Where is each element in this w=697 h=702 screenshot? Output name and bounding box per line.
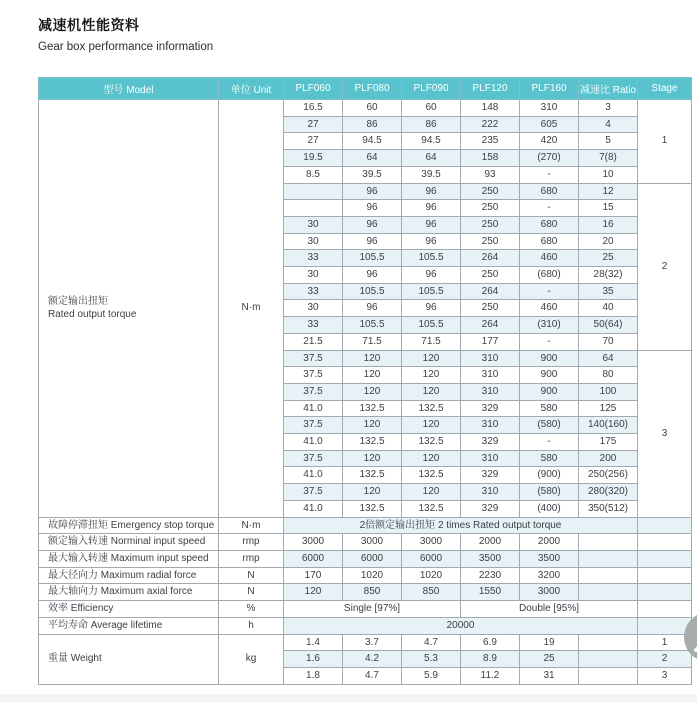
value-cell: 30 (284, 300, 343, 317)
page-title: 减速机性能资料 (38, 17, 140, 33)
ratio-cell: 280(320) (579, 484, 638, 501)
value-cell: 250 (461, 200, 520, 217)
value-cell: 94.5 (402, 133, 461, 150)
ratio-cell: 125 (579, 400, 638, 417)
ratio-cell (579, 550, 638, 567)
header-stage: Stage (638, 78, 692, 100)
ratio-cell: 16 (579, 216, 638, 233)
value-cell: 850 (343, 584, 402, 601)
ratio-cell: 25 (579, 250, 638, 267)
value-cell: 310 (461, 484, 520, 501)
value-cell: 21.5 (284, 333, 343, 350)
header-unit: 单位 Unit (219, 78, 284, 100)
spec-span-cell: 2倍额定输出扭矩 2 times Rated output torque (284, 517, 638, 534)
value-cell: 41.0 (284, 467, 343, 484)
value-cell: (680) (520, 267, 579, 284)
value-cell: 1020 (343, 567, 402, 584)
table-header-row (39, 78, 692, 100)
value-cell: 3000 (402, 534, 461, 551)
value-cell: 4.7 (343, 667, 402, 684)
stage-cell: 3 (638, 350, 692, 517)
value-cell: 41.0 (284, 434, 343, 451)
value-cell: 3000 (520, 584, 579, 601)
value-cell: 5.9 (402, 667, 461, 684)
ratio-cell: 175 (579, 434, 638, 451)
table-row (39, 634, 692, 651)
value-cell: (900) (520, 467, 579, 484)
ratio-cell: 50(64) (579, 317, 638, 334)
value-cell: 4.2 (343, 651, 402, 668)
value-cell: 3000 (343, 534, 402, 551)
value-cell: 96 (343, 300, 402, 317)
header-ratio: 减速比 Ratio (579, 78, 638, 100)
value-cell: 27 (284, 116, 343, 133)
ratio-cell: 70 (579, 333, 638, 350)
ratio-cell: 28(32) (579, 267, 638, 284)
value-cell: 37.5 (284, 367, 343, 384)
stage-cell (638, 567, 692, 584)
spec-label-cell: 平均寿命 Average lifetime (39, 617, 219, 634)
value-cell: 37.5 (284, 450, 343, 467)
value-cell: 11.2 (461, 667, 520, 684)
value-cell: 3500 (520, 550, 579, 567)
value-cell: 94.5 (343, 133, 402, 150)
value-cell: - (520, 166, 579, 183)
value-cell: 329 (461, 467, 520, 484)
value-cell: 105.5 (402, 317, 461, 334)
value-cell: 30 (284, 233, 343, 250)
value-cell: 96 (402, 200, 461, 217)
value-cell: 158 (461, 150, 520, 167)
value-cell: 120 (402, 367, 461, 384)
value-cell: (580) (520, 417, 579, 434)
value-cell: 1550 (461, 584, 520, 601)
value-cell: 222 (461, 116, 520, 133)
value-cell: 2230 (461, 567, 520, 584)
stage-cell: 2 (638, 651, 692, 668)
value-cell: 132.5 (402, 434, 461, 451)
value-cell: 310 (461, 383, 520, 400)
ratio-cell: 100 (579, 383, 638, 400)
value-cell: 8.9 (461, 651, 520, 668)
value-cell: 680 (520, 183, 579, 200)
value-cell: 31 (520, 667, 579, 684)
value-cell: 4.7 (402, 634, 461, 651)
ratio-cell (579, 567, 638, 584)
value-cell: 6000 (402, 550, 461, 567)
value-cell: 120 (343, 383, 402, 400)
header-model: 型号 Model (39, 78, 219, 100)
scroll-top-button[interactable] (684, 612, 697, 662)
value-cell: 96 (343, 267, 402, 284)
value-cell: 148 (461, 100, 520, 117)
unit-cell: N (219, 584, 284, 601)
arrow-up-icon (684, 612, 697, 662)
value-cell: 19.5 (284, 150, 343, 167)
value-cell: (310) (520, 317, 579, 334)
value-cell: 120 (343, 484, 402, 501)
value-cell: 6000 (284, 550, 343, 567)
spec-label-cell: 最大轴向力 Maximum axial force (39, 584, 219, 601)
stage-cell: 2 (638, 183, 692, 350)
spec-label-cell: 效率 Efficiency (39, 601, 219, 618)
value-cell: 3500 (461, 550, 520, 567)
value-cell: - (520, 333, 579, 350)
header-plf090: PLF090 (402, 78, 461, 100)
value-cell: 170 (284, 567, 343, 584)
value-cell: 120 (343, 350, 402, 367)
value-cell: 177 (461, 333, 520, 350)
header-plf120: PLF120 (461, 78, 520, 100)
value-cell: 605 (520, 116, 579, 133)
ratio-cell (579, 634, 638, 651)
value-cell: 850 (402, 584, 461, 601)
value-cell: 19 (520, 634, 579, 651)
value-cell: 250 (461, 216, 520, 233)
ratio-cell: 3 (579, 100, 638, 117)
efficiency-single-cell: Single [97%] (284, 601, 461, 618)
value-cell: - (520, 283, 579, 300)
value-cell: 96 (343, 233, 402, 250)
ratio-cell: 15 (579, 200, 638, 217)
value-cell: 310 (520, 100, 579, 117)
stage-cell (638, 517, 692, 534)
value-cell: 16.5 (284, 100, 343, 117)
spec-label-cell: 故障停滞扭矩 Emergency stop torque (39, 517, 219, 534)
value-cell: 96 (402, 300, 461, 317)
ratio-cell: 140(160) (579, 417, 638, 434)
value-cell: 1020 (402, 567, 461, 584)
value-cell: 120 (343, 450, 402, 467)
unit-cell: h (219, 617, 284, 634)
value-cell: 1.6 (284, 651, 343, 668)
ratio-cell: 35 (579, 283, 638, 300)
ratio-cell: 12 (579, 183, 638, 200)
ratio-cell (579, 651, 638, 668)
value-cell: 5.3 (402, 651, 461, 668)
value-cell: 30 (284, 267, 343, 284)
value-cell: 64 (343, 150, 402, 167)
value-cell: 71.5 (402, 333, 461, 350)
ratio-cell: 40 (579, 300, 638, 317)
value-cell: (270) (520, 150, 579, 167)
stage-cell (638, 584, 692, 601)
value-cell: 37.5 (284, 484, 343, 501)
table-row (39, 567, 692, 584)
spec-label-cell: 最大径向力 Maximum radial force (39, 567, 219, 584)
weight-label-cell: 重量 Weight (39, 634, 219, 684)
value-cell: 580 (520, 400, 579, 417)
value-cell: 39.5 (402, 166, 461, 183)
value-cell: 310 (461, 417, 520, 434)
value-cell: (400) (520, 500, 579, 517)
value-cell: - (520, 434, 579, 451)
value-cell: 6.9 (461, 634, 520, 651)
unit-cell: N·m (219, 517, 284, 534)
unit-cell: kg (219, 634, 284, 684)
value-cell: 235 (461, 133, 520, 150)
value-cell: 680 (520, 233, 579, 250)
ratio-cell: 20 (579, 233, 638, 250)
value-cell: 2000 (461, 534, 520, 551)
unit-cell: rmp (219, 550, 284, 567)
stage-cell: 1 (638, 634, 692, 651)
ratio-cell (579, 584, 638, 601)
value-cell: 96 (343, 216, 402, 233)
value-cell: 37.5 (284, 350, 343, 367)
table-body (39, 100, 692, 685)
page-bottom-strip (0, 694, 697, 702)
value-cell: 30 (284, 216, 343, 233)
ratio-cell: 80 (579, 367, 638, 384)
spec-label-cell: 额定输入转速 Norminal input speed (39, 534, 219, 551)
value-cell: 93 (461, 166, 520, 183)
stage-cell: 3 (638, 667, 692, 684)
unit-cell: % (219, 601, 284, 618)
value-cell (284, 183, 343, 200)
value-cell: 120 (402, 383, 461, 400)
value-cell: 900 (520, 350, 579, 367)
ratio-cell (579, 667, 638, 684)
value-cell: 41.0 (284, 400, 343, 417)
ratio-cell: 350(512) (579, 500, 638, 517)
value-cell: 105.5 (402, 283, 461, 300)
page-subtitle: Gear box performance information (38, 41, 214, 53)
table-row (39, 517, 692, 534)
value-cell: 264 (461, 317, 520, 334)
table-row (39, 100, 692, 117)
value-cell: 64 (402, 150, 461, 167)
value-cell: 120 (402, 450, 461, 467)
value-cell: 329 (461, 400, 520, 417)
stage-cell (638, 550, 692, 567)
value-cell: 460 (520, 300, 579, 317)
value-cell: 1.4 (284, 634, 343, 651)
ratio-cell: 200 (579, 450, 638, 467)
value-cell: 580 (520, 450, 579, 467)
value-cell: 310 (461, 350, 520, 367)
header-plf160: PLF160 (520, 78, 579, 100)
value-cell: 680 (520, 216, 579, 233)
value-cell: 105.5 (402, 250, 461, 267)
value-cell: 96 (402, 183, 461, 200)
stage-cell: 1 (638, 100, 692, 184)
value-cell: 105.5 (343, 317, 402, 334)
table-row (39, 534, 692, 551)
value-cell: 250 (461, 267, 520, 284)
ratio-cell: 64 (579, 350, 638, 367)
value-cell: 132.5 (343, 400, 402, 417)
value-cell: 60 (402, 100, 461, 117)
value-cell: 120 (402, 417, 461, 434)
value-cell: 132.5 (402, 400, 461, 417)
value-cell: 25 (520, 651, 579, 668)
value-cell: 37.5 (284, 417, 343, 434)
value-cell: 250 (461, 183, 520, 200)
value-cell: 86 (402, 116, 461, 133)
value-cell: 310 (461, 367, 520, 384)
rated-output-torque-label: 额定输出扭矩 Rated output torque (39, 100, 219, 518)
value-cell: 33 (284, 250, 343, 267)
table-row (39, 601, 692, 618)
table-row (39, 550, 692, 567)
value-cell: 105.5 (343, 250, 402, 267)
value-cell: 264 (461, 283, 520, 300)
stage-cell (638, 534, 692, 551)
value-cell: 8.5 (284, 166, 343, 183)
value-cell: 96 (402, 216, 461, 233)
value-cell: 27 (284, 133, 343, 150)
efficiency-double-cell: Double [95%] (461, 601, 638, 618)
ratio-cell: 7(8) (579, 150, 638, 167)
value-cell: 329 (461, 434, 520, 451)
value-cell: 250 (461, 233, 520, 250)
value-cell: 86 (343, 116, 402, 133)
unit-cell: rmp (219, 534, 284, 551)
value-cell: 132.5 (343, 467, 402, 484)
table-row (39, 617, 692, 634)
ratio-cell (579, 534, 638, 551)
value-cell: 310 (461, 450, 520, 467)
value-cell: 33 (284, 283, 343, 300)
spec-label-cell: 最大输入转速 Maximum input speed (39, 550, 219, 567)
value-cell: 71.5 (343, 333, 402, 350)
header-plf080: PLF080 (343, 78, 402, 100)
unit-cell: N·m (219, 100, 284, 518)
value-cell: (580) (520, 484, 579, 501)
value-cell: 264 (461, 250, 520, 267)
value-cell: 120 (284, 584, 343, 601)
value-cell: 6000 (343, 550, 402, 567)
value-cell: 132.5 (402, 500, 461, 517)
value-cell: 120 (343, 417, 402, 434)
value-cell: 3.7 (343, 634, 402, 651)
value-cell: 329 (461, 500, 520, 517)
value-cell: 132.5 (402, 467, 461, 484)
value-cell: 96 (402, 233, 461, 250)
header-plf060: PLF060 (284, 78, 343, 100)
value-cell: 120 (402, 484, 461, 501)
value-cell: - (520, 200, 579, 217)
value-cell: 250 (461, 300, 520, 317)
value-cell: 1.8 (284, 667, 343, 684)
value-cell (284, 200, 343, 217)
ratio-cell: 5 (579, 133, 638, 150)
value-cell: 105.5 (343, 283, 402, 300)
value-cell: 2000 (520, 534, 579, 551)
ratio-cell: 4 (579, 116, 638, 133)
value-cell: 900 (520, 383, 579, 400)
performance-table (38, 77, 692, 685)
unit-cell: N (219, 567, 284, 584)
value-cell: 460 (520, 250, 579, 267)
value-cell: 132.5 (343, 434, 402, 451)
table-row (39, 584, 692, 601)
value-cell: 900 (520, 367, 579, 384)
value-cell: 120 (402, 350, 461, 367)
value-cell: 60 (343, 100, 402, 117)
value-cell: 132.5 (343, 500, 402, 517)
value-cell: 96 (343, 183, 402, 200)
value-cell: 41.0 (284, 500, 343, 517)
value-cell: 96 (402, 267, 461, 284)
ratio-cell: 10 (579, 166, 638, 183)
value-cell: 120 (343, 367, 402, 384)
value-cell: 39.5 (343, 166, 402, 183)
value-cell: 3200 (520, 567, 579, 584)
value-cell: 3000 (284, 534, 343, 551)
spec-span-cell: 20000 (284, 617, 638, 634)
value-cell: 420 (520, 133, 579, 150)
value-cell: 37.5 (284, 383, 343, 400)
value-cell: 33 (284, 317, 343, 334)
value-cell: 96 (343, 200, 402, 217)
ratio-cell: 250(256) (579, 467, 638, 484)
